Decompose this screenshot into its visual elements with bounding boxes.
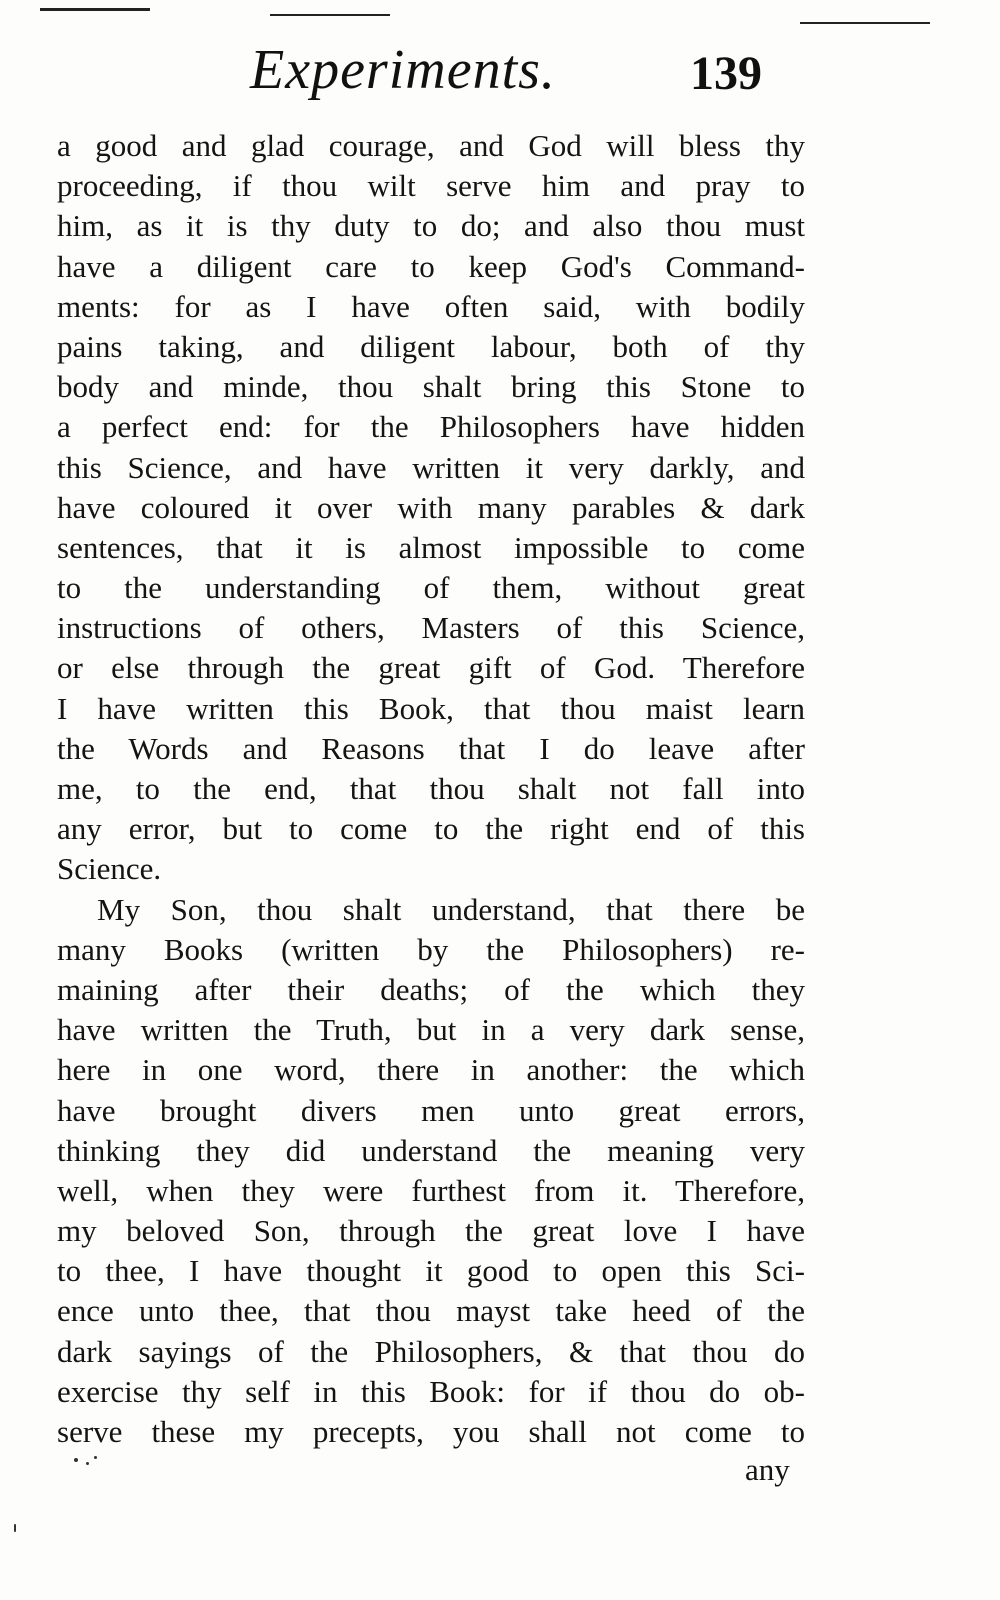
paragraph-1 [57, 126, 805, 890]
text-line: to the understanding of them, without great [57, 570, 805, 606]
text-line: a perfect end: for the Philosophers have hidden [57, 409, 805, 445]
text-line: serve these my precepts, you shall not come to [57, 1414, 805, 1449]
paragraph-2 [57, 890, 805, 1453]
text-line: many Books (written by the Philosophers) re- [57, 931, 805, 967]
text-line: maining after their deaths; of the which they [57, 971, 805, 1007]
page-number: 139 [690, 47, 762, 100]
running-title: Experiments. [250, 39, 556, 101]
text-line: I have written this Book, that thou maist learn [57, 690, 805, 726]
text-line: exercise thy self in this Book: for if thou do ob- [57, 1373, 805, 1409]
text-line: have coloured it over with many parables & dark [57, 489, 805, 525]
text-line: a good and glad courage, and God will bless thy [57, 128, 805, 163]
text-line: have brought divers men unto great errors, [57, 1092, 805, 1128]
ink-speck [94, 1456, 97, 1459]
text-line: me, to the end, that thou shalt not fall into [57, 771, 805, 806]
text-line: proceeding, if thou wilt serve him and pray to [57, 168, 805, 204]
text-line: or else through the great gift of God. Therefore [57, 650, 805, 686]
top-rule-right [800, 22, 930, 24]
text-line: have a diligent care to keep God's Command- [57, 248, 805, 284]
ink-speck [14, 1524, 16, 1532]
text-line: here in one word, there in another: the which [57, 1052, 805, 1088]
text-line: to thee, I have thought it good to open this Sci- [57, 1253, 805, 1289]
text-line: dark sayings of the Philosophers, & that thou do [57, 1333, 805, 1369]
ink-speck [86, 1462, 89, 1465]
ink-speck [74, 1458, 78, 1462]
text-line: ments: for as I have often said, with bodily [57, 288, 805, 324]
text-line: ence unto thee, that thou mayst take heed of the [57, 1293, 805, 1329]
body-text [57, 126, 805, 1452]
page-header [0, 30, 1000, 110]
top-rule-left [40, 8, 150, 11]
text-line: him, as it is thy duty to do; and also thou must [57, 208, 805, 244]
text-line: thinking they did understand the meaning very [57, 1132, 805, 1168]
text-line: sentences, that it is almost impossible to come [57, 529, 805, 565]
text-line: this Science, and have written it very darkly, and [57, 449, 805, 485]
text-line: Science. [57, 851, 162, 887]
text-line: My Son, thou shalt understand, that there be [97, 891, 805, 927]
text-line: well, when they were furthest from it. Therefore, [57, 1172, 805, 1208]
text-line: body and minde, thou shalt bring this Stone to [57, 369, 805, 405]
text-line: any error, but to come to the right end of this [57, 811, 805, 847]
top-rule-middle [270, 14, 390, 16]
text-line: have written the Truth, but in a very dark sense, [57, 1012, 805, 1048]
text-line: my beloved Son, through the great love I have [57, 1213, 805, 1249]
text-line: the Words and Reasons that I do leave after [57, 730, 805, 766]
catchword: any [745, 1452, 790, 1487]
text-line: pains taking, and diligent labour, both of thy [57, 328, 805, 364]
text-line: instructions of others, Masters of this Science, [57, 610, 805, 646]
